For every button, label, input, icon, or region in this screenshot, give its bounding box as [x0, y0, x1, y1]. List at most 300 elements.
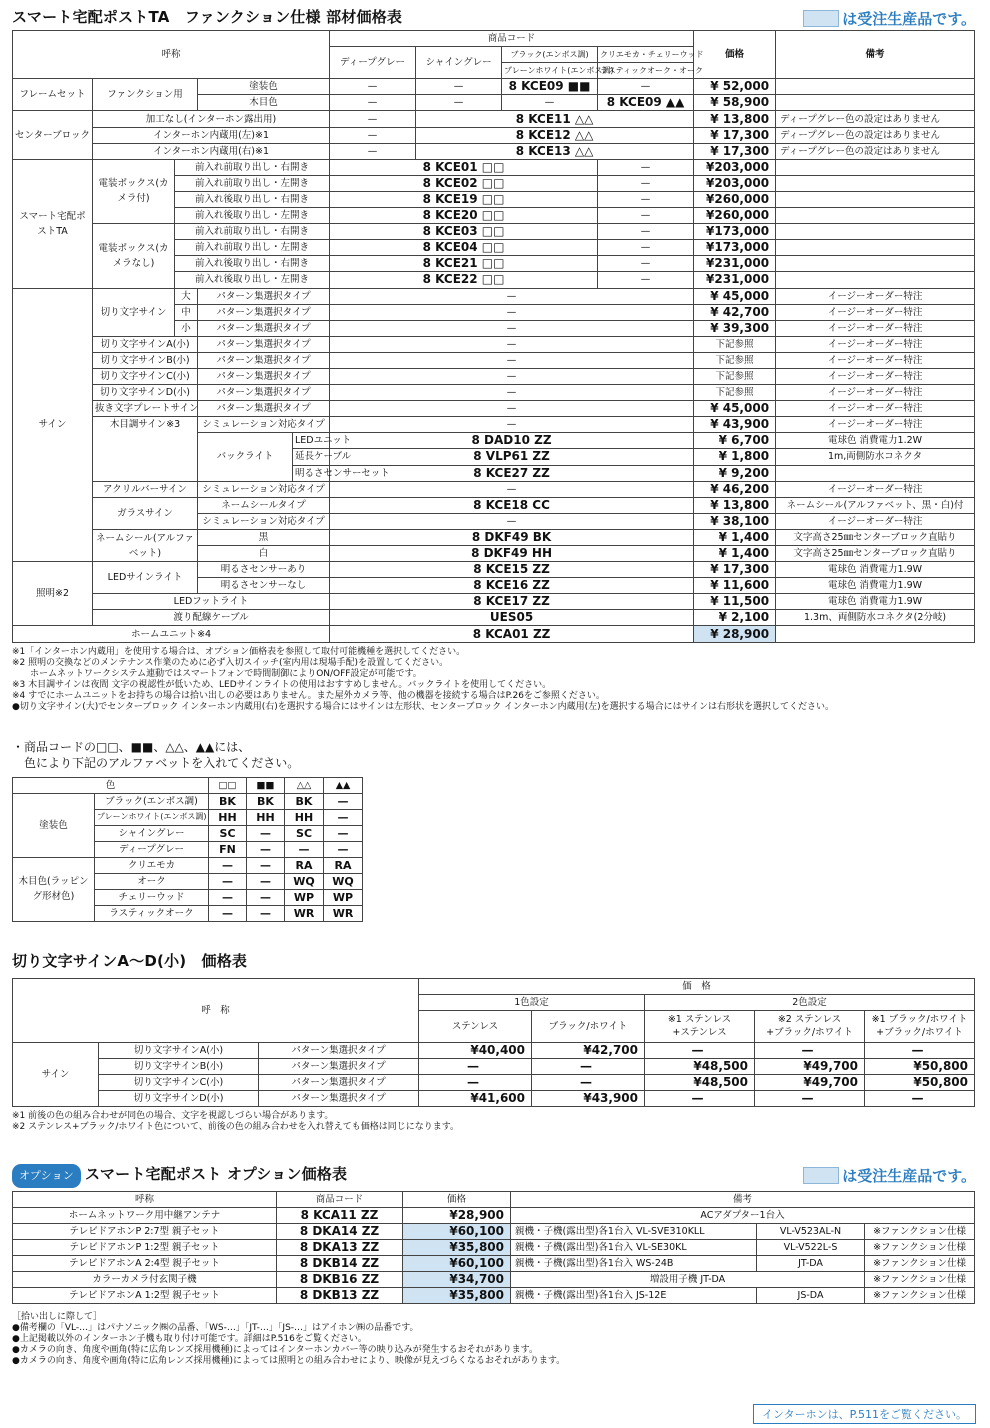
col-remarks: 備考 [511, 1191, 975, 1207]
note-line: ●上記掲載以外のインターホン子機も取り付け可能です。詳細はP.516をご覧ください。 [12, 1333, 367, 1344]
symbol-header: △△ [285, 777, 324, 793]
remark-cell: ※ファンクション仕様 [865, 1255, 975, 1271]
code-cell: — [324, 793, 363, 809]
group-cell: 木目色(ラッピング形材色) [13, 857, 95, 921]
code-cell: HH [209, 809, 247, 825]
price-cell: ¥ 13,800 [694, 497, 776, 513]
price-cell: — [419, 1058, 532, 1074]
type-cell: シミュレーション対応タイプ [198, 481, 330, 497]
name-cell: 前入れ前取り出し・右開き [175, 159, 330, 175]
code-cell: 8 KCE15 ZZ [330, 562, 694, 578]
section1-title: スマート宅配ポストTA ファンクション仕様 部材価格表 [12, 8, 403, 26]
type-cell: パターン集選択タイプ [259, 1074, 419, 1090]
section2-notes [12, 1111, 976, 1133]
code-cell: 8 KCE12 △△ [416, 127, 694, 143]
name-cell: アクリルバーサイン [93, 481, 198, 497]
price-cell: ¥ 17,300 [694, 562, 776, 578]
table-row [13, 857, 363, 873]
remark-cell: 文字高さ25㎜センターブロック直貼り [776, 529, 975, 545]
name-cell: 前入れ後取り出し・右開き [175, 191, 330, 207]
code-cell: WQ [324, 873, 363, 889]
price-cell: ¥49,700 [755, 1074, 865, 1090]
name-cell: 切り文字サインA(小) [93, 336, 198, 352]
name-cell: 切り文字サインB(小) [93, 352, 198, 368]
type-cell: パターン集選択タイプ [198, 401, 330, 417]
price-cell: — [755, 1090, 865, 1106]
remark-cell [776, 256, 975, 272]
price-cell: ¥ 42,700 [694, 304, 776, 320]
code-cell: — [330, 385, 694, 401]
code-cell: 8 KCE03 □□ [330, 224, 598, 240]
header-row [13, 978, 975, 994]
section3-header [12, 1163, 976, 1187]
code-cell: 8 DKA13 ZZ [277, 1239, 403, 1255]
color-header: 色 [13, 777, 209, 793]
table-row [13, 1255, 975, 1271]
category-cell: サイン [13, 1042, 99, 1106]
price-cell: — [865, 1042, 975, 1058]
code-cell: 8 DKF49 BK [330, 529, 694, 545]
size-cell: 小 [175, 320, 198, 336]
table-row [13, 529, 975, 545]
remark-cell [776, 465, 975, 481]
symbol-header: □□ [209, 777, 247, 793]
remark-cell: VL-V522L-S [757, 1239, 865, 1255]
price-cell: ¥ 11,500 [694, 594, 776, 610]
remark-cell: 親機・子機(露出型)各1台入 WS-24B [511, 1255, 757, 1271]
table-row [13, 594, 975, 610]
note-line: ※3 木目調サインは夜間 文字の視認性が低いため、LEDサインライトの使用はおすすめしません。バックライトを使用してください。 [12, 679, 552, 690]
remark-cell [776, 224, 975, 240]
price-cell: ¥40,400 [419, 1042, 532, 1058]
note-line: ※2 ステンレス+ブラック/ホワイト色について、前後の色の組み合わせを入れ替えても価格は同じになります。 [12, 1121, 460, 1132]
parts-price-table [12, 30, 975, 643]
table-row [13, 417, 975, 433]
code-cell: FN [209, 841, 247, 857]
color-name: オーク [95, 873, 209, 889]
table-row [13, 626, 975, 642]
header-line: +ステンレス [672, 1027, 727, 1039]
code-cell: 8 DKB14 ZZ [277, 1255, 403, 1271]
name-cell: 切り文字サインB(小) [99, 1058, 259, 1074]
code-cell: 8 KCE20 □□ [330, 208, 598, 224]
name-cell: テレビドアホンP 1:2型 親子セット [13, 1239, 277, 1255]
code-cell: — [247, 889, 285, 905]
price-cell: ¥ 58,900 [694, 95, 776, 111]
price-cell: ¥173,000 [694, 224, 776, 240]
code-cell: SC [209, 825, 247, 841]
price-cell: ¥ 52,000 [694, 79, 776, 95]
name-cell: ホームネットワーク用中継アンテナ [13, 1207, 277, 1223]
col-code: 商品コード [277, 1191, 403, 1207]
legend-swatch [803, 1167, 839, 1184]
code-cell: 8 KCE09 ■■ [502, 79, 598, 95]
color-name: チェリーウッド [95, 889, 209, 905]
category-cell: サイン [13, 288, 93, 562]
code-cell: 8 KCE13 △△ [416, 143, 694, 159]
note-line: ※2 照明の交換などのメンテナンス作業のために必ず入切スイッチ(室内用は現場手配)を設置してください。 [12, 657, 449, 668]
category-cell: 照明※2 [13, 562, 93, 626]
type-cell: パターン集選択タイプ [259, 1042, 419, 1058]
symbol-header: ▲▲ [324, 777, 363, 793]
price-cell: ¥50,800 [865, 1058, 975, 1074]
code-cell: 8 DAD10 ZZ [330, 433, 694, 449]
remark-cell [776, 191, 975, 207]
dash-cell: — [330, 127, 416, 143]
remark-cell [776, 159, 975, 175]
color-name: シャイングレー [95, 825, 209, 841]
table-row [13, 352, 975, 368]
price-cell: ¥34,700 [403, 1271, 511, 1287]
code-cell: SC [285, 825, 324, 841]
price-cell: ¥ 28,900 [694, 626, 776, 642]
table-row [13, 385, 975, 401]
price-cell: 下記参照 [694, 385, 776, 401]
col-code: 商品コード [330, 31, 694, 47]
table-row [13, 1090, 975, 1106]
code-cell: HH [285, 809, 324, 825]
code-cell: — [247, 857, 285, 873]
code-cell: RA [285, 857, 324, 873]
code-cell: — [330, 352, 694, 368]
option-badge: オプション [12, 1164, 81, 1188]
note-line: ●切り文字サイン(大)でセンターブロック インターホン内蔵用(右)を選択する場合にはサインは左形状、センターブロック インターホン内蔵用(左)を選択する場合にはサインは右形状を選択してください。 [12, 701, 835, 712]
col-deepgray: ディープグレー [330, 47, 416, 79]
note-line: ホームネットワークシステム連動ではスマートフォンで時間制御によりON/OFF設定が可能です。 [12, 668, 422, 679]
price-cell: — [645, 1090, 755, 1106]
code-cell: 8 DKF49 HH [330, 546, 694, 562]
category-cell: スマート宅配ポストTA [13, 159, 93, 288]
table-row [13, 481, 975, 497]
note-line: ●カメラの向き、角度や画角(特に広角レンズ採用機種)によっては照明との組み合わせにより、映像が見えづらくなるおそれがあります。 [12, 1355, 566, 1366]
name-cell: カラーカメラ付玄関子機 [13, 1271, 277, 1287]
name-cell: 切り文字サインD(小) [93, 385, 198, 401]
color-code-table [12, 777, 363, 922]
dash-cell: — [330, 111, 416, 127]
code-cell: 8 KCE18 CC [330, 497, 694, 513]
type-cell: パターン集選択タイプ [259, 1058, 419, 1074]
code-cell: WP [285, 889, 324, 905]
remark-cell [776, 240, 975, 256]
remark-cell: 電球色 消費電力1.9W [776, 578, 975, 594]
dash-cell: — [598, 159, 694, 175]
type-cell: 明るさセンサーあり [198, 562, 330, 578]
dash-cell: — [416, 95, 502, 111]
code-cell: — [209, 905, 247, 921]
header-row [13, 1191, 975, 1207]
group-cell: 電装ボックス(カメラ付) [93, 159, 175, 223]
code-cell: — [330, 304, 694, 320]
price-cell: ¥43,900 [532, 1090, 645, 1106]
type-cell: シミュレーション対応タイプ [198, 513, 330, 529]
price-cell: ¥260,000 [694, 191, 776, 207]
price-cell: ¥203,000 [694, 159, 776, 175]
price-cell: ¥203,000 [694, 175, 776, 191]
name-cell: ホームユニット※4 [13, 626, 330, 642]
price-cell: ¥ 39,300 [694, 320, 776, 336]
type-cell: パターン集選択タイプ [198, 304, 330, 320]
name-cell: 前入れ後取り出し・左開き [175, 272, 330, 288]
code-cell: 8 DKB16 ZZ [277, 1271, 403, 1287]
price-cell: 下記参照 [694, 336, 776, 352]
col-price: 価 格 [419, 978, 975, 994]
code-cell: 8 VLP61 ZZ [330, 449, 694, 465]
col-name: 呼称 [13, 31, 330, 79]
intro-line: ・商品コードの□□、■■、△△、▲▲には、 [12, 739, 251, 754]
code-cell: 8 KCE16 ZZ [330, 578, 694, 594]
note-line: ●備考欄の「VL-…」はパナソニック㈱の品番、「WS-…」「JT-…」「JS-…」はアイホン㈱の品番です。 [12, 1322, 419, 1333]
price-cell: — [419, 1074, 532, 1090]
dash-cell: — [598, 79, 694, 95]
price-cell: ¥ 1,800 [694, 449, 776, 465]
color-code-intro [12, 739, 976, 771]
code-cell: — [330, 320, 694, 336]
section3-title-text: スマート宅配ポスト オプション価格表 [85, 1164, 348, 1183]
name-cell: 前入れ後取り出し・右開き [175, 256, 330, 272]
sub-cell: ファンクション用 [93, 79, 198, 111]
name-cell: 渡り配線ケーブル [93, 610, 330, 626]
code-cell: 8 KCA11 ZZ [277, 1207, 403, 1223]
name-cell: 前入れ前取り出し・左開き [175, 240, 330, 256]
col-white: プレーンホワイト(エンボス調) [502, 63, 598, 79]
remark-cell: ※ファンクション仕様 [865, 1223, 975, 1239]
remark-cell: 電球色 消費電力1.2W [776, 433, 975, 449]
dash-cell: — [598, 240, 694, 256]
price-cell: ¥ 13,800 [694, 111, 776, 127]
legend-text: は受注生産品です。 [842, 10, 976, 28]
code-cell: HH [247, 809, 285, 825]
name-cell: LEDフットライト [93, 594, 330, 610]
price-cell: ¥ 45,000 [694, 288, 776, 304]
price-cell: ¥ 1,400 [694, 546, 776, 562]
code-cell: 8 KCE11 △△ [416, 111, 694, 127]
remark-cell: 増設用子機 JT-DA [511, 1271, 865, 1287]
remark-cell: イージーオーダー特注 [776, 368, 975, 384]
size-cell: 大 [175, 288, 198, 304]
header-line: +ブラック/ホワイト [766, 1027, 853, 1039]
price-cell: ¥ 6,700 [694, 433, 776, 449]
price-cell: ¥ 9,200 [694, 465, 776, 481]
price-cell: ¥173,000 [694, 240, 776, 256]
made-to-order-legend [803, 1165, 976, 1186]
subgroup-cell: バックライト [198, 433, 293, 481]
col-black: ブラック(エンボス調) [502, 47, 598, 63]
price-cell: ¥35,800 [403, 1239, 511, 1255]
color-name: プレーンホワイト(エンボス調) [95, 809, 209, 825]
code-cell: WR [285, 905, 324, 921]
dash-cell: — [330, 143, 416, 159]
legend-swatch [803, 10, 839, 27]
legend-text: は受注生産品です。 [842, 1166, 976, 1185]
code-cell: — [330, 401, 694, 417]
col-shining: シャイングレー [416, 47, 502, 79]
group-cell: 電装ボックス(カメラなし) [93, 224, 175, 288]
name-cell: テレビドアホンA 1:2型 親子セット [13, 1287, 277, 1303]
dash-cell: — [598, 175, 694, 191]
table-row [13, 562, 975, 578]
code-cell: UES05 [330, 610, 694, 626]
remark-cell: イージーオーダー特注 [776, 513, 975, 529]
type-cell: 明るさセンサーセット [293, 465, 330, 481]
table-row [13, 143, 975, 159]
remark-cell: イージーオーダー特注 [776, 401, 975, 417]
dash-cell: — [598, 208, 694, 224]
price-cell: — [532, 1074, 645, 1090]
category-cell: フレームセット [13, 79, 93, 111]
notes-title: ［拾い出しに際して］ [12, 1311, 103, 1322]
type-cell: パターン集選択タイプ [198, 336, 330, 352]
code-cell: — [330, 368, 694, 384]
name-cell: 切り文字サインA(小) [99, 1042, 259, 1058]
section3-notes [12, 1312, 976, 1367]
remark-cell: イージーオーダー特注 [776, 320, 975, 336]
code-cell: RA [324, 857, 363, 873]
code-cell: — [324, 825, 363, 841]
cut-letter-sign-price-table [12, 978, 975, 1107]
price-cell: ¥231,000 [694, 256, 776, 272]
color-name: クリエモカ [95, 857, 209, 873]
name-cell: 切り文字サインD(小) [99, 1090, 259, 1106]
remark-cell: VL-V523AL-N [757, 1223, 865, 1239]
code-cell: 8 DKB13 ZZ [277, 1287, 403, 1303]
dash-cell: — [598, 191, 694, 207]
price-cell: ¥49,700 [755, 1058, 865, 1074]
code-cell: 8 KCE04 □□ [330, 240, 598, 256]
price-cell: 下記参照 [694, 368, 776, 384]
type-cell: パターン集選択タイプ [198, 385, 330, 401]
price-cell: ¥ 2,100 [694, 610, 776, 626]
table-row [13, 159, 975, 175]
remark-cell [776, 79, 975, 95]
type-cell: パターン集選択タイプ [198, 368, 330, 384]
code-cell: — [209, 889, 247, 905]
price-cell: ¥ 38,100 [694, 513, 776, 529]
type-cell: 黒 [198, 529, 330, 545]
code-cell: — [247, 825, 285, 841]
header-line: +ブラック/ホワイト [876, 1027, 963, 1039]
code-cell: 8 KCE01 □□ [330, 159, 598, 175]
remark-cell [776, 175, 975, 191]
table-row [13, 1239, 975, 1255]
note-line: ※1「インターホン内蔵用」を使用する場合は、オプション価格表を参照して取付可能機種を選択してください。 [12, 646, 466, 657]
code-cell: 8 KCE02 □□ [330, 175, 598, 191]
col-black-white: ブラック/ホワイト [532, 1010, 645, 1042]
intro-line: 色により下記のアルファベットを入れてください。 [12, 755, 300, 770]
price-cell: ¥41,600 [419, 1090, 532, 1106]
code-cell: WQ [285, 873, 324, 889]
code-cell: 8 KCE27 ZZ [330, 465, 694, 481]
name-cell: 前入れ後取り出し・左開き [175, 208, 330, 224]
price-cell: ¥231,000 [694, 272, 776, 288]
col-remarks: 備考 [776, 31, 975, 79]
table-row [13, 288, 975, 304]
code-cell: WP [324, 889, 363, 905]
code-cell: — [247, 873, 285, 889]
name-cell: インターホン内蔵用(左)※1 [93, 127, 330, 143]
remark-cell: イージーオーダー特注 [776, 481, 975, 497]
remark-cell: JT-DA [757, 1255, 865, 1271]
table-row [13, 497, 975, 513]
note-line: ※4 すでにホームユニットをお持ちの場合は拾い出しの必要はありません。また屋外カメラ等、他の機器を接続する場合はP.26をご参照ください。 [12, 690, 605, 701]
price-cell: ¥60,100 [403, 1223, 511, 1239]
remark-cell: ※ファンクション仕様 [865, 1287, 975, 1303]
remark-cell: ※ファンクション仕様 [865, 1271, 975, 1287]
table-row [13, 224, 975, 240]
name-cell: 木目色 [198, 95, 330, 111]
color-name: ディープグレー [95, 841, 209, 857]
col-stainless-bw [755, 1010, 865, 1042]
type-cell: 明るさセンサーなし [198, 578, 330, 594]
table-row [13, 111, 975, 127]
header-row [13, 777, 363, 793]
dash-cell: — [330, 79, 416, 95]
remark-cell [776, 208, 975, 224]
group-cell: ガラスサイン [93, 497, 198, 529]
remark-cell: 1.3m、両側防水コネクタ(2分岐) [776, 610, 975, 626]
remark-cell: ACアダプター1台入 [511, 1207, 975, 1223]
code-cell: — [209, 873, 247, 889]
price-cell: ¥ 43,900 [694, 417, 776, 433]
header-line: ※2 ステンレス [777, 1014, 842, 1026]
remark-cell: ディープグレー色の設定はありません [776, 143, 975, 159]
dash-cell: — [502, 95, 598, 111]
name-cell: 抜き文字プレートサイン [93, 401, 198, 417]
col-bw-bw [865, 1010, 975, 1042]
price-cell: ¥60,100 [403, 1255, 511, 1271]
type-cell: 延長ケーブル [293, 449, 330, 465]
col-wood: クリエモカ・チェリーウッド [598, 47, 694, 63]
table-row [13, 1271, 975, 1287]
remark-cell: イージーオーダー特注 [776, 417, 975, 433]
category-cell: センターブロック [13, 111, 93, 159]
type-cell: パターン集選択タイプ [198, 352, 330, 368]
name-cell: テレビドアホンA 2:4型 親子セット [13, 1255, 277, 1271]
section1-header [12, 6, 976, 30]
remark-cell: ネームシール(アルファベット、黒・白)付 [776, 497, 975, 513]
code-cell: — [330, 481, 694, 497]
code-cell: WR [324, 905, 363, 921]
name-cell: 前入れ前取り出し・左開き [175, 175, 330, 191]
col-price: 価格 [694, 31, 776, 79]
code-cell: — [285, 841, 324, 857]
remark-cell: イージーオーダー特注 [776, 352, 975, 368]
name-cell: インターホン内蔵用(右)※1 [93, 143, 330, 159]
price-cell: ¥50,800 [865, 1074, 975, 1090]
price-cell: ¥42,700 [532, 1042, 645, 1058]
code-cell: — [330, 513, 694, 529]
remark-cell [776, 95, 975, 111]
type-cell: パターン集選択タイプ [198, 288, 330, 304]
remark-cell: 親機・子機(露出型)各1台入 JS-12E [511, 1287, 757, 1303]
symbol-header: ■■ [247, 777, 285, 793]
col-one-color: 1色設定 [419, 994, 645, 1010]
dash-cell: — [598, 224, 694, 240]
remark-cell: 1m,両側防水コネクタ [776, 449, 975, 465]
dash-cell: — [416, 79, 502, 95]
remark-cell: 電球色 消費電力1.9W [776, 594, 975, 610]
price-cell: ¥ 17,300 [694, 127, 776, 143]
remark-cell: 親機・子機(露出型)各1台入 VL-SVE310KLL [511, 1223, 757, 1239]
type-cell: 白 [198, 546, 330, 562]
group-cell: 塗装色 [13, 793, 95, 857]
code-cell: — [247, 841, 285, 857]
price-cell: — [645, 1042, 755, 1058]
table-row [13, 1058, 975, 1074]
remark-cell: イージーオーダー特注 [776, 336, 975, 352]
price-cell: ¥28,900 [403, 1207, 511, 1223]
table-row [13, 79, 975, 95]
color-name: ラスティックオーク [95, 905, 209, 921]
